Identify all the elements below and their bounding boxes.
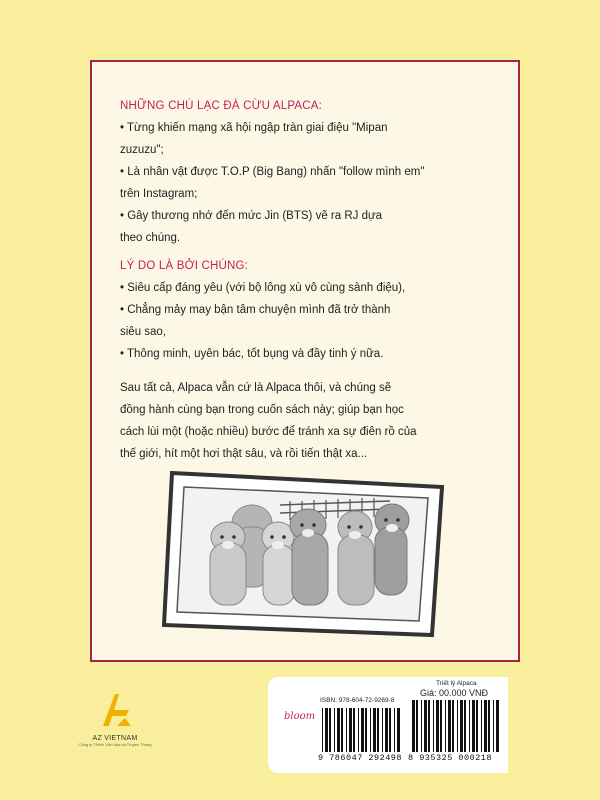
- barcode-bar: [334, 708, 335, 752]
- barcode-bar: [325, 708, 328, 752]
- barcode-bar: [365, 708, 367, 752]
- barcode-bar: [460, 700, 463, 752]
- barcode-bar: [424, 700, 427, 752]
- blurb-text: [120, 95, 500, 465]
- barcode-bar: [370, 708, 371, 752]
- isbn-digits: 9 786047 292498: [318, 753, 403, 763]
- barcode-bar: [433, 700, 434, 752]
- publisher-name: AZ VIETNAM: [92, 735, 138, 742]
- barcode-bar: [385, 708, 388, 752]
- barcode-bar: [389, 708, 391, 752]
- barcode-bar: [484, 700, 487, 752]
- barcode-bar: [397, 708, 400, 752]
- isbn-label: ISBN: 978-604-72-9269-8: [320, 697, 395, 704]
- section1-line: • Từng khiến mạng xã hội ngập tràn giai điệu "Mipan: [120, 122, 388, 134]
- ean-barcode: [412, 700, 502, 752]
- barcode-bar: [445, 700, 446, 752]
- section1-line: trên Instagram;: [120, 188, 198, 200]
- barcode-bar: [341, 708, 343, 752]
- price-label: Giá: 00.000 VNĐ: [420, 688, 489, 698]
- barcode-bar: [373, 708, 376, 752]
- section2-line: • Thông minh, uyên bác, tốt bụng và đầy tinh ý nữa.: [120, 348, 384, 360]
- section2-heading: LÝ DO LÀ BỞI CHÚNG:: [120, 260, 249, 272]
- section2-line: • Siêu cấp đáng yêu (với bộ lông xù vô cùng sành điệu),: [120, 282, 406, 294]
- barcode-bar: [358, 708, 359, 752]
- barcode-bar: [349, 708, 352, 752]
- paragraph-line: cách lùi một (hoặc nhiều) bước để tránh xa sự điên rồ của: [120, 426, 417, 438]
- barcode-bar: [412, 700, 415, 752]
- imprint-logo: bloom: [284, 711, 316, 722]
- barcode-bar: [361, 708, 364, 752]
- barcode-bar: [481, 700, 482, 752]
- barcode-bar: [346, 708, 347, 752]
- section1-heading: NHỮNG CHÚ LẠC ĐÀ CỪU ALPACA:: [120, 100, 323, 112]
- barcode-bar: [322, 708, 323, 752]
- section1-line: • Là nhân vật được T.O.P (Big Bang) nhấn "follow mình em": [120, 166, 425, 178]
- barcode-bar: [464, 700, 466, 752]
- barcode-bar: [440, 700, 442, 752]
- barcode-bar: [496, 700, 499, 752]
- publisher-logo: [70, 690, 160, 765]
- section1-line: zuzuzu";: [120, 144, 164, 156]
- barcode-bar: [436, 700, 439, 752]
- barcode-bar: [488, 700, 490, 752]
- barcode-bar: [382, 708, 383, 752]
- section2-line: • Chẳng mảy may bận tâm chuyện mình đã trở thành: [120, 304, 391, 316]
- barcode-bar: [329, 708, 331, 752]
- barcode-bar: [448, 700, 451, 752]
- section1-line: theo chúng.: [120, 232, 181, 244]
- paragraph-line: thế giới, hít một hơi thật sâu, và rồi tiến thật xa...: [120, 448, 368, 460]
- section1-line: • Gây thương nhớ đến mức Jin (BTS) vẽ ra RJ dựa: [120, 210, 383, 222]
- barcode-bar: [377, 708, 379, 752]
- ean-digits: 8 935325 000218: [408, 753, 493, 763]
- barcode-bar: [472, 700, 475, 752]
- paragraph-line: đồng hành cùng bạn trong cuốn sách này; giúp bạn học: [120, 404, 404, 416]
- section2-line: siêu sao,: [120, 326, 167, 338]
- barcode-bar: [493, 700, 494, 752]
- barcode-bar: [394, 708, 395, 752]
- publisher-tagline: Công ty TNHH Văn hóa và Truyền Thông: [78, 742, 152, 747]
- paragraph-line: Sau tất cả, Alpaca vẫn cứ là Alpaca thôi, và chúng sẽ: [120, 382, 392, 394]
- closing-paragraph: [120, 377, 500, 465]
- barcode-bar: [416, 700, 418, 752]
- book-title-small: Triết lý Alpaca: [436, 680, 477, 687]
- barcode-bar: [428, 700, 430, 752]
- barcode-bar: [469, 700, 470, 752]
- barcode-bar: [421, 700, 422, 752]
- barcode-bar: [452, 700, 454, 752]
- barcode-bar: [353, 708, 355, 752]
- barcode-bar: [337, 708, 340, 752]
- barcode-bar: [476, 700, 478, 752]
- az-logo-icon: [95, 690, 135, 730]
- isbn-barcode: [322, 708, 402, 752]
- alpaca-photo-illustration: [160, 465, 450, 640]
- barcode-bar: [457, 700, 458, 752]
